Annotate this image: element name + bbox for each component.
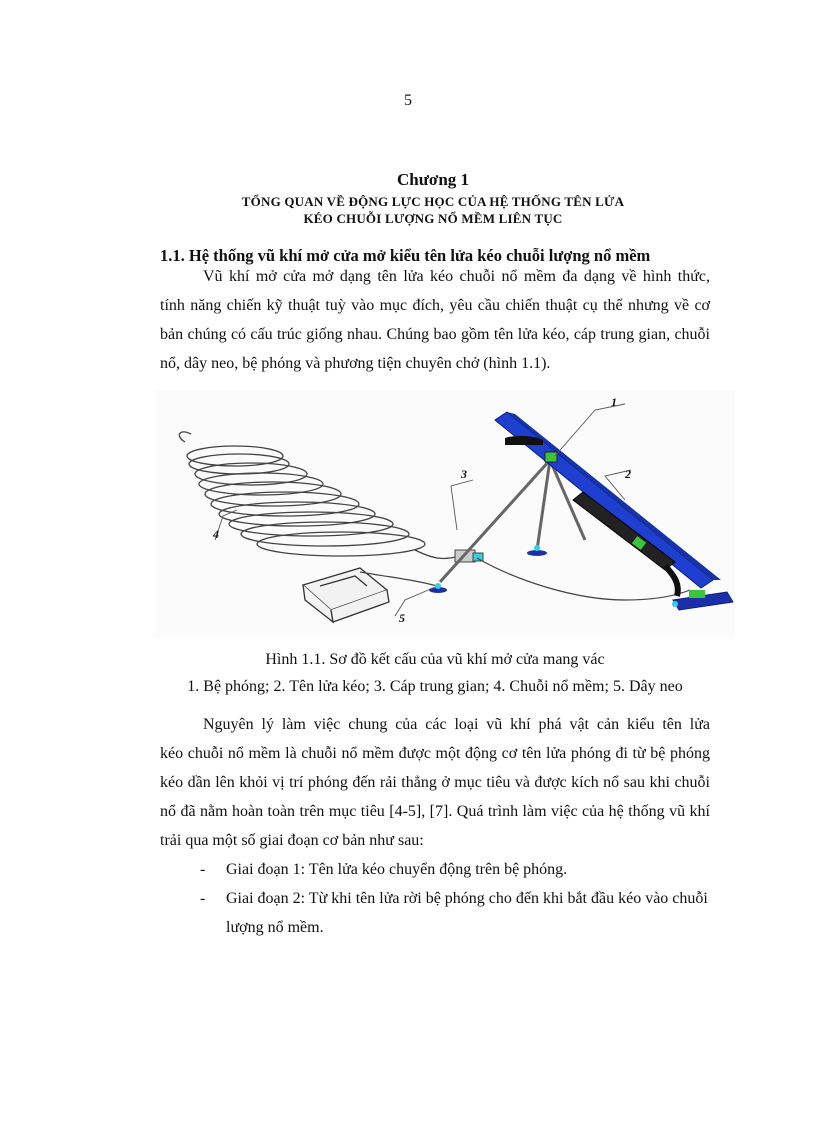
list-dash: - <box>200 861 206 878</box>
page-number: 5 <box>404 92 412 109</box>
paragraph-2-first-line: Nguyên lý làm việc chung của các loại vũ khí phá vật cản kiểu tên lửa <box>203 716 710 733</box>
figure-label-1: 1 <box>611 395 617 409</box>
paragraph-1-first-line: Vũ khí mở cửa mở dạng tên lửa kéo chuỗi nổ mềm đa dạng về hình thức, <box>203 268 710 285</box>
figure-label-5: 5 <box>399 611 405 625</box>
list-item <box>200 855 720 884</box>
list-item-text: Giai đoạn 1: Tên lửa kéo chuyển động trên bệ phóng. <box>226 861 568 878</box>
figure-diagram <box>155 390 735 638</box>
figure-caption: Hình 1.1. Sơ đồ kết cấu của vũ khí mở cửa mang vác <box>265 651 605 668</box>
chapter-title <box>0 193 816 227</box>
list-item <box>200 884 720 942</box>
figure-label-4: 4 <box>213 527 219 541</box>
explosive-chain-coil <box>179 432 460 559</box>
launcher-system-illustration <box>155 390 735 638</box>
paragraph-2-rest: kéo chuỗi nổ mềm là chuỗi nổ mềm được một động cơ tên lửa phóng đi từ bệ phóng kéo dần lên khỏi vị trí phóng đến rải thẳng ở mục tiêu và được kích nổ sau khi chuỗi nổ đã nằm hoàn toàn trên mục tiêu [4-5], [7]. Quá trình làm việc của hệ thống vũ khí trải qua một số giai đoạn cơ bản như sau: <box>160 745 710 849</box>
launcher-rail <box>495 412 721 588</box>
paragraph-1-rest: tính năng chiến kỹ thuật tuỳ vào mục đích, yêu cầu chiến thuật cụ thể nhưng về cơ bản chúng có cấu trúc giống nhau. Chúng bao gồm tên lửa kéo, cáp trung gian, chuỗi nổ, dây neo, bệ phóng và phương tiện chuyên chở (hình 1.1). <box>160 297 710 372</box>
tripod-foot <box>527 545 547 556</box>
figure-legend: 1. Bệ phóng; 2. Tên lửa kéo; 3. Cáp trung gian; 4. Chuỗi nổ mềm; 5. Dây neo <box>187 678 683 695</box>
chapter-title-line2: KÉO CHUỖI LƯỢNG NỔ MỀM LIÊN TỤC <box>303 211 563 226</box>
chapter-title-line1: TỔNG QUAN VỀ ĐỘNG LỰC HỌC CỦA HỆ THỐNG TÊN LỬA <box>241 194 625 209</box>
section-heading: 1.1. Hệ thống vũ khí mở cửa mở kiểu tên lửa kéo chuỗi lượng nổ mềm <box>160 246 651 265</box>
stage-list <box>200 855 720 942</box>
list-item-text: Giai đoạn 2: Từ khi tên lửa rời bệ phóng cho đến khi bắt đầu kéo vào chuỗi lượng nổ mềm. <box>226 890 708 936</box>
paragraph-1 <box>160 262 710 378</box>
anchor-box <box>303 568 389 622</box>
figure-label-3: 3 <box>461 467 467 481</box>
chapter-label: Chương 1 <box>396 170 470 189</box>
figure-label-2: 2 <box>625 467 631 481</box>
list-dash: - <box>200 890 206 907</box>
paragraph-2 <box>160 710 710 855</box>
callout-leaders <box>215 404 631 616</box>
